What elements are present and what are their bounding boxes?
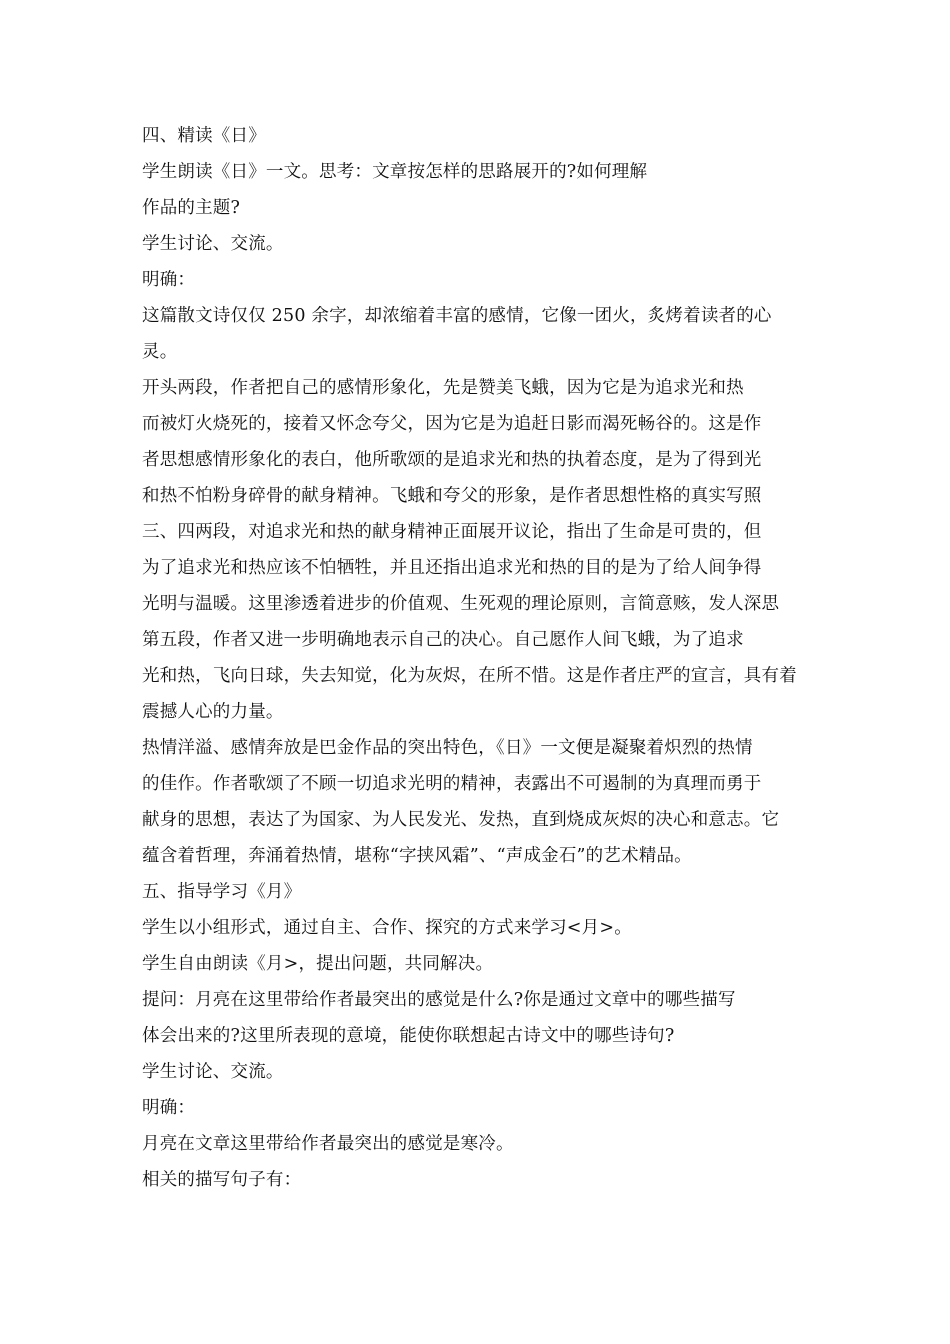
paragraph-line: 学生朗读《日》一文。思考：文章按怎样的思路展开的?如何理解 (142, 162, 648, 182)
paragraph-line: 献身的思想，表达了为国家、为人民发光、发热，直到烧成灰烬的决心和意志。它 (142, 810, 780, 830)
paragraph-line: 光和热，飞向日球，失去知觉，化为灰烬，在所不惜。这是作者庄严的宣言，具有着 (142, 666, 797, 686)
paragraph-line: 的佳作。作者歌颂了不顾一切追求光明的精神，表露出不可遏制的为真理而勇于 (142, 774, 762, 794)
paragraph-line: 相关的描写句子有： (142, 1170, 302, 1190)
paragraph-line: 和热不怕粉身碎骨的献身精神。飞蛾和夸父的形象，是作者思想性格的真实写照 (142, 486, 762, 506)
paragraph-line: 提问：月亮在这里带给作者最突出的感觉是什么?你是通过文章中的哪些描写 (142, 990, 736, 1010)
paragraph-line: 热情洋溢、感情奔放是巴金作品的突出特色，《日》一文便是凝聚着炽烈的热情 (142, 738, 753, 758)
paragraph-line: 明确： (142, 270, 196, 290)
heading-section-four: 四、精读《日》 (142, 126, 266, 146)
paragraph-line: 而被灯火烧死的，接着又怀念夸父，因为它是为追赶日影而渴死畅谷的。这是作 (142, 414, 762, 434)
paragraph-line: 灵。 (142, 342, 178, 362)
paragraph-line: 蕴含着哲理，奔涌着热情，堪称“字挟风霜”、“声成金石”的艺术精品。 (142, 846, 692, 866)
paragraph-line: 学生以小组形式，通过自主、合作、探究的方式来学习<月>。 (142, 918, 632, 938)
paragraph-line: 光明与温暖。这里渗透着进步的价值观、生死观的理论原则，言简意赅，发人深思 (142, 594, 780, 614)
heading-section-five: 五、指导学习《月》 (142, 882, 302, 902)
paragraph-line: 明确： (142, 1098, 196, 1118)
paragraph-line: 者思想感情形象化的表白，他所歌颂的是追求光和热的执着态度，是为了得到光 (142, 450, 762, 470)
paragraph-line: 震撼人心的力量。 (142, 702, 284, 722)
paragraph-line: 开头两段，作者把自己的感情形象化，先是赞美飞蛾，因为它是为追求光和热 (142, 378, 744, 398)
paragraph-line: 月亮在文章这里带给作者最突出的感觉是寒冷。 (142, 1134, 514, 1154)
paragraph-line: 第五段，作者又进一步明确地表示自己的决心。自己愿作人间飞蛾，为了追求 (142, 630, 744, 650)
paragraph-line: 学生自由朗读《月>，提出问题，共同解决。 (142, 954, 494, 974)
paragraph-line: 作品的主题? (142, 198, 241, 218)
paragraph-line: 学生讨论、交流。 (142, 234, 284, 254)
paragraph-line: 三、四两段，对追求光和热的献身精神正面展开议论，指出了生命是可贵的，但 (142, 522, 762, 542)
paragraph-line: 为了追求光和热应该不怕牺牲，并且还指出追求光和热的目的是为了给人间争得 (142, 558, 762, 578)
paragraph-line: 体会出来的?这里所表现的意境，能使你联想起古诗文中的哪些诗句? (142, 1026, 675, 1046)
paragraph-line: 这篇散文诗仅仅 250 余字，却浓缩着丰富的感情，它像一团火，炙烤着读者的心 (142, 306, 772, 326)
paragraph-line: 学生讨论、交流。 (142, 1062, 284, 1082)
